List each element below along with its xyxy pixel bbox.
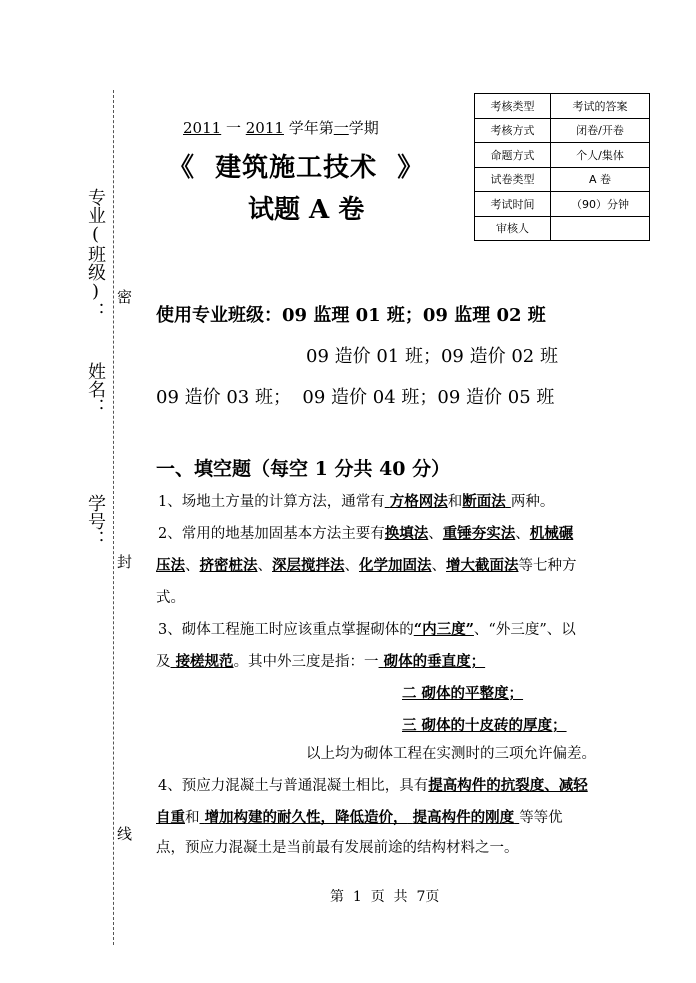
- major-class-label: 专业(班级)：: [85, 188, 106, 320]
- academic-year-line: [183, 117, 379, 138]
- exam-info-table: [474, 93, 650, 241]
- q2-end: 等七种方: [518, 558, 577, 574]
- info-key: 审核人: [475, 216, 551, 241]
- q4-text: 4、预应力混凝土与普通混凝土相比，具有: [158, 778, 429, 794]
- table-row: [475, 94, 650, 119]
- q4-answer-1b: 自重: [156, 809, 185, 826]
- seal-mark-mi: 密: [117, 288, 133, 306]
- page-number: 第 1 页 共 7页: [330, 889, 440, 905]
- course-name: 建筑施工技术: [215, 153, 378, 183]
- year-end: 2011: [245, 119, 284, 137]
- q2-answer-7: 增大截面法: [446, 557, 519, 574]
- q1-end: 两种。: [510, 494, 555, 510]
- info-key: 考核方式: [475, 118, 551, 143]
- course-close-bracket: 》: [397, 153, 425, 183]
- q4-answer-1: 提高构件的抗裂度、减轻: [428, 777, 588, 794]
- q3-mid-2: 。其中外三度是指：一: [233, 654, 379, 670]
- classes-line-3: 09 造价 03 班； 09 造价 04 班；09 造价 05 班: [156, 387, 555, 408]
- table-row: [475, 118, 650, 143]
- table-row: [475, 192, 650, 217]
- question-1: [158, 492, 554, 512]
- question-2: 2、常用的地基加固基本方法主要有换填法、重锤夯实法、机械碾: [158, 525, 574, 542]
- year-text: 学年第: [288, 119, 334, 137]
- name-label: 姓名：: [85, 362, 106, 416]
- info-key: 考核类型: [475, 94, 551, 119]
- term-text: 学期: [348, 119, 379, 137]
- q3-answer-5: 三 砌体的十皮砖的厚度；: [402, 717, 567, 734]
- q3-answer-2: 接槎规范: [175, 653, 234, 670]
- info-key: 命题方式: [475, 143, 551, 168]
- info-value: （90）分钟: [551, 192, 650, 217]
- q2-answer-1: 换填法: [384, 525, 429, 542]
- q2-answer-5: 深层搅拌法: [272, 557, 345, 574]
- binding-line: [113, 90, 114, 945]
- q2-answer-3b: 压法: [156, 557, 185, 574]
- q3-answer-3: 砌体的垂直度；: [383, 653, 486, 670]
- table-row: [475, 167, 650, 192]
- q1-and: 和: [447, 494, 463, 510]
- question-4-tail: 点，预应力混凝土是当前最有发展前途的结构材料之一。: [156, 840, 519, 856]
- info-value: 闭卷/开卷: [551, 118, 650, 143]
- q1-answer-2: 断面法: [462, 493, 506, 510]
- course-title: [168, 147, 448, 184]
- student-id-label: 学号：: [85, 494, 106, 548]
- year-dash: 一: [225, 119, 241, 137]
- q4-end: 等等优: [519, 810, 563, 826]
- question-2-tail: 式。: [156, 590, 185, 606]
- q4-answer-3: 提高构件的刚度: [412, 809, 515, 826]
- q3-answer-1: “内三度”: [413, 621, 474, 638]
- q1-answer-1: 方格网法: [389, 493, 448, 510]
- table-row: [475, 143, 650, 168]
- question-3: [158, 620, 576, 640]
- q2-answer-2: 重锤夯实法: [442, 525, 516, 542]
- info-value: 个人/集体: [551, 143, 650, 168]
- term-number: 一: [333, 119, 349, 137]
- q4-answer-2: 增加构建的耐久性，降低造价，: [204, 809, 408, 826]
- course-open-bracket: 《: [168, 153, 196, 183]
- question-4: [158, 776, 588, 796]
- info-value: [551, 216, 650, 241]
- classes-line-1: 使用专业班级：09 监理 01 班；09 监理 02 班: [156, 305, 546, 326]
- year-start: 2011: [183, 119, 222, 137]
- question-2-cont: 压法、挤密桩法、深层搅拌法、化学加固法、增大截面法等七种方: [156, 557, 577, 574]
- q2-text: 2、常用的地基加固基本方法主要有: [158, 526, 385, 542]
- seal-mark-feng: 封: [117, 553, 133, 571]
- exam-title: 试题 A 卷: [248, 195, 365, 225]
- question-4-cont: 自重和 增加构建的耐久性，降低造价， 提高构件的刚度 等等优: [156, 809, 563, 826]
- q2-answer-4: 挤密桩法: [199, 557, 258, 574]
- table-row: [475, 216, 650, 241]
- q1-text: 1、场地土方量的计算方法，通常有: [158, 494, 385, 510]
- q3-answer-4: 二 砌体的平整度；: [402, 685, 524, 702]
- q3-last-line: 以上均为砌体工程在实测时的三项允许偏差。: [306, 746, 596, 762]
- question-3-cont: 及 接槎规范。其中外三度是指：一 砌体的垂直度；: [156, 653, 486, 670]
- seal-mark-xian: 线: [117, 825, 133, 843]
- info-key: 试卷类型: [475, 167, 551, 192]
- info-key: 考试时间: [475, 192, 551, 217]
- classes-line-2: 09 造价 01 班；09 造价 02 班: [306, 346, 558, 367]
- q3-text: 3、砌体工程施工时应该重点掌握砌体的: [158, 622, 414, 638]
- q3-mid: 、“外三度”、以: [473, 622, 576, 638]
- info-value: A 卷: [551, 167, 650, 192]
- section-title: 一、填空题（每空 1 分共 40 分）: [156, 458, 451, 480]
- q2-answer-3: 机械碾: [529, 525, 574, 542]
- q2-answer-6: 化学加固法: [359, 557, 432, 574]
- info-value: 考试的答案: [551, 94, 650, 119]
